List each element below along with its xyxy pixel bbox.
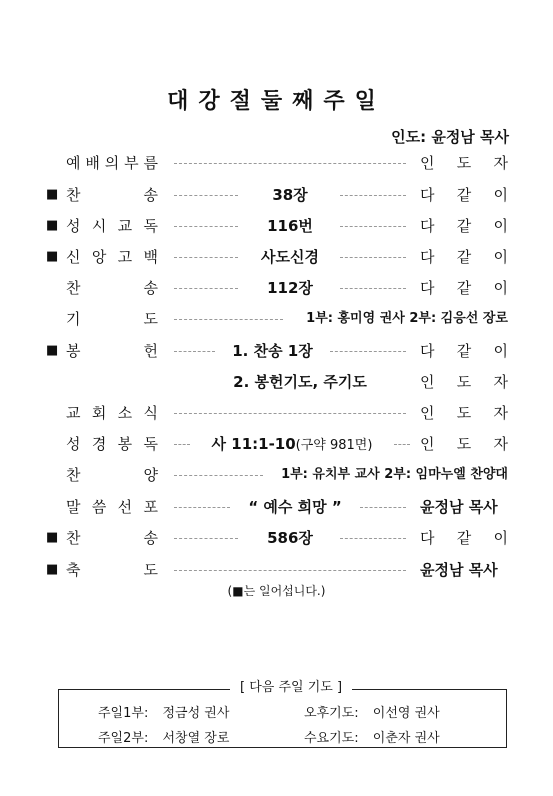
dot-leader — [340, 538, 406, 539]
service-item-person: 다 같 이 — [420, 248, 508, 266]
service-row — [0, 151, 553, 175]
dot-leader — [340, 226, 406, 227]
dot-leader — [340, 257, 406, 258]
dot-leader — [394, 444, 410, 445]
service-row — [0, 526, 553, 550]
dot-leader — [174, 257, 238, 258]
worship-leader: 인도: 윤정남 목사 — [391, 128, 509, 146]
service-row — [0, 401, 553, 425]
dot-leader — [174, 413, 406, 414]
dot-leader — [174, 195, 238, 196]
service-row — [0, 432, 553, 456]
service-item-person: 1부: 홍미영 권사 2부: 김응선 장로 — [306, 311, 508, 326]
prayer-name: 서창열 장로 — [162, 731, 230, 746]
service-item-name: 봉 헌 — [66, 342, 158, 360]
service-row — [0, 307, 553, 331]
dot-leader — [174, 538, 238, 539]
service-item-person: 다 같 이 — [420, 186, 508, 204]
service-row — [0, 214, 553, 238]
prayer-name: 이선영 권사 — [372, 706, 440, 721]
standing-note: (■는 일어섭니다.) — [227, 584, 326, 598]
stand-marker: ■ — [46, 187, 59, 202]
dot-leader — [340, 288, 406, 289]
stand-marker: ■ — [46, 343, 59, 358]
dot-leader — [174, 444, 190, 445]
service-item-name: 찬 양 — [66, 466, 158, 484]
service-item-person: 인 도 자 — [420, 154, 508, 172]
prayer-item — [98, 727, 229, 746]
scripture-page: (구약 981면) — [295, 438, 373, 453]
service-item-person: 다 같 이 — [420, 342, 508, 360]
service-item-detail: 사 11:1-10(구약 981면) — [211, 435, 373, 453]
prayer-role: 수요기도: — [304, 731, 359, 746]
dot-leader — [174, 507, 230, 508]
service-item-name: 교 회 소 식 — [66, 404, 158, 422]
dot-leader — [174, 319, 283, 320]
prayer-item — [304, 702, 440, 721]
dot-leader — [340, 195, 406, 196]
service-item-name: 찬 송 — [66, 279, 158, 297]
prayer-role: 주일2부: — [98, 731, 149, 746]
service-row — [0, 370, 553, 394]
dot-leader — [174, 226, 238, 227]
service-item-name: 성 경 봉 독 — [66, 435, 158, 453]
stand-marker: ■ — [46, 218, 59, 233]
service-row — [0, 558, 553, 582]
service-item-detail: 38장 — [272, 186, 308, 204]
service-item-name: 신 앙 고 백 — [66, 248, 158, 266]
dot-leader — [174, 475, 263, 476]
service-item-name: 말 씀 선 포 — [66, 498, 158, 516]
service-item-detail: 586장 — [267, 529, 313, 547]
prayer-box-title: [ 다음 주일 기도 ] — [230, 676, 352, 695]
dot-leader — [174, 288, 238, 289]
service-row — [0, 495, 553, 519]
stand-marker: ■ — [46, 249, 59, 264]
service-item-name: 찬 송 — [66, 186, 158, 204]
prayer-name: 정금성 권사 — [162, 706, 230, 721]
prayer-item — [98, 702, 229, 721]
service-item-name: 찬 송 — [66, 529, 158, 547]
service-item-name: 축 도 — [66, 561, 158, 579]
prayer-role: 오후기도: — [304, 706, 359, 721]
service-item-detail: 1. 찬송 1장 — [232, 342, 313, 360]
stand-marker: ■ — [46, 530, 59, 545]
service-row — [0, 463, 553, 487]
prayer-item — [304, 727, 440, 746]
dot-leader — [330, 351, 406, 352]
service-item-person: 다 같 이 — [420, 279, 508, 297]
service-row — [0, 183, 553, 207]
service-item-name: 기 도 — [66, 310, 158, 328]
page-title: 대강절둘째주일 — [167, 89, 386, 114]
service-item-person: 윤정남 목사 — [420, 561, 498, 579]
service-item-detail: “ 예수 희망 ” — [248, 498, 342, 516]
service-item-person: 인 도 자 — [420, 373, 508, 391]
service-item-person: 1부: 유치부 교사 2부: 임마누엘 찬양대 — [281, 467, 508, 482]
dot-leader — [174, 351, 215, 352]
prayer-name: 이춘자 권사 — [372, 731, 440, 746]
service-item-name: 예 배 의 부 름 — [66, 154, 158, 172]
service-item-person: 인 도 자 — [420, 435, 508, 453]
service-item-detail: 112장 — [267, 279, 313, 297]
service-item-name: 성 시 교 독 — [66, 217, 158, 235]
service-item-person: 다 같 이 — [420, 217, 508, 235]
service-item-detail: 116번 — [267, 217, 313, 235]
service-item-detail: 사도신경 — [261, 248, 319, 266]
stand-marker: ■ — [46, 562, 59, 577]
service-row — [0, 276, 553, 300]
dot-leader — [360, 507, 406, 508]
dot-leader — [174, 570, 406, 571]
service-item-person: 윤정남 목사 — [420, 498, 498, 516]
service-item-person: 인 도 자 — [420, 404, 508, 422]
dot-leader — [174, 163, 406, 164]
service-item-person: 다 같 이 — [420, 529, 508, 547]
service-row — [0, 339, 553, 363]
service-row — [0, 245, 553, 269]
prayer-role: 주일1부: — [98, 706, 149, 721]
service-item-detail: 2. 봉헌기도, 주기도 — [233, 373, 367, 391]
